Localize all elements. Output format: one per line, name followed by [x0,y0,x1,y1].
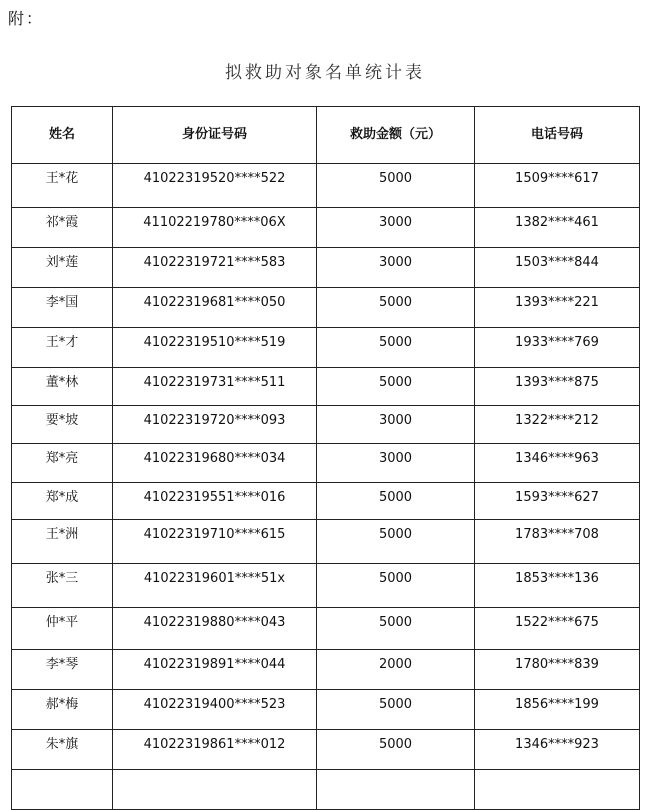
table-row [12,520,640,564]
cell-name: 王*花 [12,164,113,208]
cell-amount: 2000 [317,650,475,690]
table-row [12,328,640,368]
table-row [12,208,640,248]
cell-amount: 3000 [317,406,475,444]
cell-id-number: 41022319891****044 [113,650,317,690]
cell-phone: 1856****199 [475,690,640,730]
cell-id-number [113,770,317,810]
cell-name: 李*琴 [12,650,113,690]
cell-name: 李*国 [12,288,113,328]
cell-id-number: 41022319680****034 [113,444,317,483]
cell-phone: 1780****839 [475,650,640,690]
cell-phone: 1346****923 [475,730,640,770]
cell-phone: 1393****875 [475,368,640,406]
cell-amount: 5000 [317,368,475,406]
header-row [12,107,640,164]
cell-id-number: 41022319510****519 [113,328,317,368]
table-row [12,406,640,444]
cell-name: 王*洲 [12,520,113,564]
cell-id-number: 41022319400****523 [113,690,317,730]
cell-name: 郑*成 [12,483,113,520]
cell-name: 刘*莲 [12,248,113,288]
cell-amount: 3000 [317,248,475,288]
cell-phone: 1783****708 [475,520,640,564]
document-title: 拟救助对象名单统计表 [225,63,425,83]
cell-name: 朱*旗 [12,730,113,770]
cell-phone: 1853****136 [475,564,640,608]
cell-id-number: 41022319551****016 [113,483,317,520]
cell-phone: 1593****627 [475,483,640,520]
cell-phone: 1393****221 [475,288,640,328]
table-body [12,164,640,810]
header-name: 姓名 [12,107,113,164]
cell-name: 要*坡 [12,406,113,444]
cell-phone: 1346****963 [475,444,640,483]
cell-amount: 5000 [317,288,475,328]
table-row [12,164,640,208]
cell-amount: 5000 [317,730,475,770]
cell-id-number: 41022319681****050 [113,288,317,328]
beneficiary-table [11,106,640,810]
cell-amount: 5000 [317,328,475,368]
cell-amount: 5000 [317,483,475,520]
cell-name: 仲*平 [12,608,113,650]
cell-amount: 3000 [317,444,475,483]
table-header [12,107,640,164]
table-row [12,444,640,483]
cell-phone: 1503****844 [475,248,640,288]
table-row [12,564,640,608]
cell-phone: 1509****617 [475,164,640,208]
table-row [12,248,640,288]
cell-id-number: 41022319710****615 [113,520,317,564]
cell-amount: 5000 [317,564,475,608]
table-row [12,483,640,520]
cell-amount [317,770,475,810]
cell-id-number: 41102219780****06X [113,208,317,248]
cell-name [12,770,113,810]
table-row [12,608,640,650]
cell-amount: 3000 [317,208,475,248]
cell-id-number: 41022319601****51x [113,564,317,608]
cell-id-number: 41022319721****583 [113,248,317,288]
cell-id-number: 41022319720****093 [113,406,317,444]
cell-id-number: 41022319520****522 [113,164,317,208]
cell-phone: 1322****212 [475,406,640,444]
cell-phone: 1522****675 [475,608,640,650]
cell-phone [475,770,640,810]
cell-name: 祁*霞 [12,208,113,248]
table-row [12,368,640,406]
cell-amount: 5000 [317,164,475,208]
cell-id-number: 41022319861****012 [113,730,317,770]
cell-amount: 5000 [317,520,475,564]
table-row [12,288,640,328]
table-row [12,650,640,690]
cell-amount: 5000 [317,608,475,650]
cell-phone: 1382****461 [475,208,640,248]
cell-amount: 5000 [317,690,475,730]
table-row [12,730,640,770]
cell-name: 郝*梅 [12,690,113,730]
cell-id-number: 41022319731****511 [113,368,317,406]
table-row [12,770,640,810]
cell-id-number: 41022319880****043 [113,608,317,650]
annex-prefix: 附： [8,9,45,28]
cell-name: 郑*亮 [12,444,113,483]
header-phone: 电话号码 [475,107,640,164]
cell-name: 董*林 [12,368,113,406]
table-row [12,690,640,730]
header-id-number: 身份证号码 [113,107,317,164]
cell-name: 张*三 [12,564,113,608]
cell-phone: 1933****769 [475,328,640,368]
cell-name: 王*才 [12,328,113,368]
header-amount: 救助金额（元） [317,107,475,164]
